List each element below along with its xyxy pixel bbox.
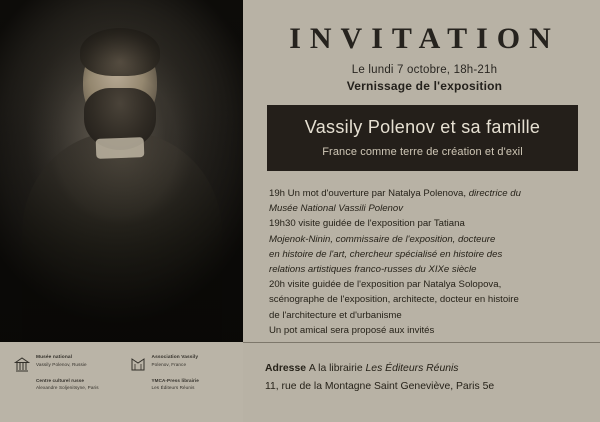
program-line-italic: directrice du [468, 188, 521, 199]
exhibition-subtitle: France comme terre de création et d'exil [322, 146, 523, 158]
address-line-1 [265, 361, 586, 377]
sponsor-second-sub: Alexandre Soljenitsyne, Paris [36, 384, 99, 390]
photo-vignette [0, 0, 243, 342]
event-date: Le lundi 7 octobre, 18h-21h [351, 64, 498, 76]
address-prefix: A la librairie [308, 363, 366, 374]
exhibition-title: Vassily Polenov et sa famille [304, 117, 541, 137]
sponsor-item [130, 354, 234, 414]
content-inner [243, 0, 600, 338]
program-line-text: 19h Un mot d'ouverture par Natalya Polenova, [269, 188, 469, 199]
address-venue: Les Éditeurs Réunis [365, 363, 459, 374]
sponsor-second-name: Centre culturel russe [36, 377, 85, 383]
program-line-italic: en histoire de l'art, chercheur spécialisé en histoire des [269, 248, 503, 260]
program-line: 19h30 visite guidée de l'exposition par Tatiana [269, 218, 465, 230]
sponsor-second-name: YMCA-Press librairie [151, 377, 199, 383]
program-line [269, 187, 578, 201]
program-line: scénographe de l'exposition, architecte, docteur en histoire [269, 294, 519, 306]
photo-panel [0, 0, 243, 422]
address-block [243, 343, 600, 422]
program-list [269, 187, 578, 338]
program-line: Un pot amical sera proposé aux invités [269, 324, 435, 336]
exhibition-band [267, 105, 578, 171]
address-line-2: 11, rue de la Montagne Saint Geneviève, Paris 5e [265, 380, 495, 392]
program-line [269, 263, 578, 277]
sponsor-item [14, 354, 118, 414]
association-logo-icon [130, 355, 146, 373]
program-line: 20h visite guidée de l'exposition par Natalya Solopova, [269, 279, 502, 291]
event-subtitle: Vernissage de l'exposition [346, 79, 503, 93]
museum-logo-icon [14, 355, 30, 373]
content-panel [243, 0, 600, 422]
program-line-italic: Musée National Vassili Polenov [269, 203, 404, 215]
sponsor-text [36, 354, 99, 391]
program-line [269, 248, 578, 262]
program-line-italic: Mojenok-Ninin, commissaire de l'exposition, docteure [269, 233, 496, 245]
sponsor-sub: Vassily Polenov, Russie [36, 362, 87, 368]
program-line: de l'architecture et d'urbanisme [269, 309, 402, 321]
program-line [269, 202, 578, 216]
sponsor-name: Musée national [36, 355, 73, 360]
portrait-photo [0, 0, 243, 342]
sponsor-sub: Polenov, France [151, 362, 187, 368]
sponsor-text [152, 354, 199, 391]
page-title: INVITATION [289, 22, 560, 55]
program-line [269, 233, 578, 247]
address-label: Adresse [265, 363, 309, 374]
sponsors-block [0, 342, 243, 422]
sponsor-second-sub: Les Éditeurs Réunis [151, 384, 195, 390]
program-line-italic: relations artistiques franco-russes du XIXe siècle [269, 263, 477, 275]
sponsor-name: Association Vassily [151, 355, 199, 360]
